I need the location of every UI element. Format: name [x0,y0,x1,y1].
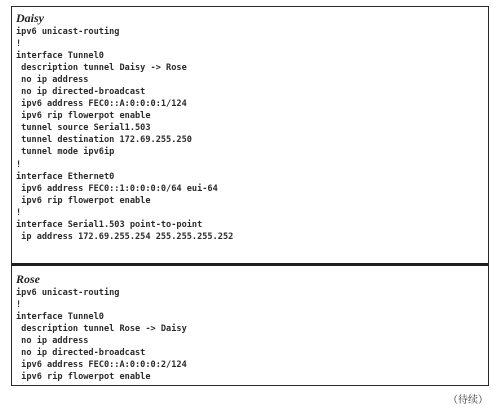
config-line: tunnel mode ipv6ip [16,147,115,158]
section-heading-daisy: Daisy [16,11,44,25]
config-line: description tunnel Daisy -> Rose [16,63,187,74]
config-line: ipv6 unicast-routing [16,288,120,298]
config-line: ip address 172.69.255.254 255.255.255.252 [16,231,234,242]
config-line: ipv6 rip flowerpot enable [16,111,151,122]
config-line: ipv6 rip flowerpot enable [16,372,151,383]
daisy-config-code [16,26,488,243]
config-line: interface Tunnel0 [16,312,104,323]
config-line: no ip address [16,336,89,347]
config-line: ipv6 address FEC0::A:0:0:0:1/124 [16,99,187,110]
config-line: no ip address [16,75,89,86]
config-line: ipv6 unicast-routing [16,27,120,37]
config-line: ipv6 address FEC0::1:0:0:0:0/64 eui-64 [16,183,218,194]
config-line: tunnel destination 172.69.255.250 [16,135,192,146]
config-line: ipv6 rip flowerpot enable [16,195,151,206]
rose-section [12,268,488,383]
config-line: ! [16,207,22,218]
rose-config-code [16,287,488,383]
config-line: tunnel source Serial1.503 [16,123,151,134]
config-line: ! [16,159,22,170]
config-line: interface Serial1.503 point-to-point [16,219,203,230]
section-heading-rose: Rose [16,272,40,286]
config-line: interface Tunnel0 [16,51,104,62]
section-divider [12,263,488,266]
config-listing-frame [11,6,489,386]
config-line: description tunnel Rose -> Daisy [16,324,187,335]
config-line: ! [16,39,22,50]
continued-note: （待续） [448,395,488,406]
config-line: ipv6 address FEC0::A:0:0:0:2/124 [16,360,187,371]
config-line: interface Ethernet0 [16,171,115,182]
daisy-section [12,7,488,243]
config-line: no ip directed-broadcast [16,87,146,98]
config-line: ! [16,300,22,311]
config-line: no ip directed-broadcast [16,348,146,359]
